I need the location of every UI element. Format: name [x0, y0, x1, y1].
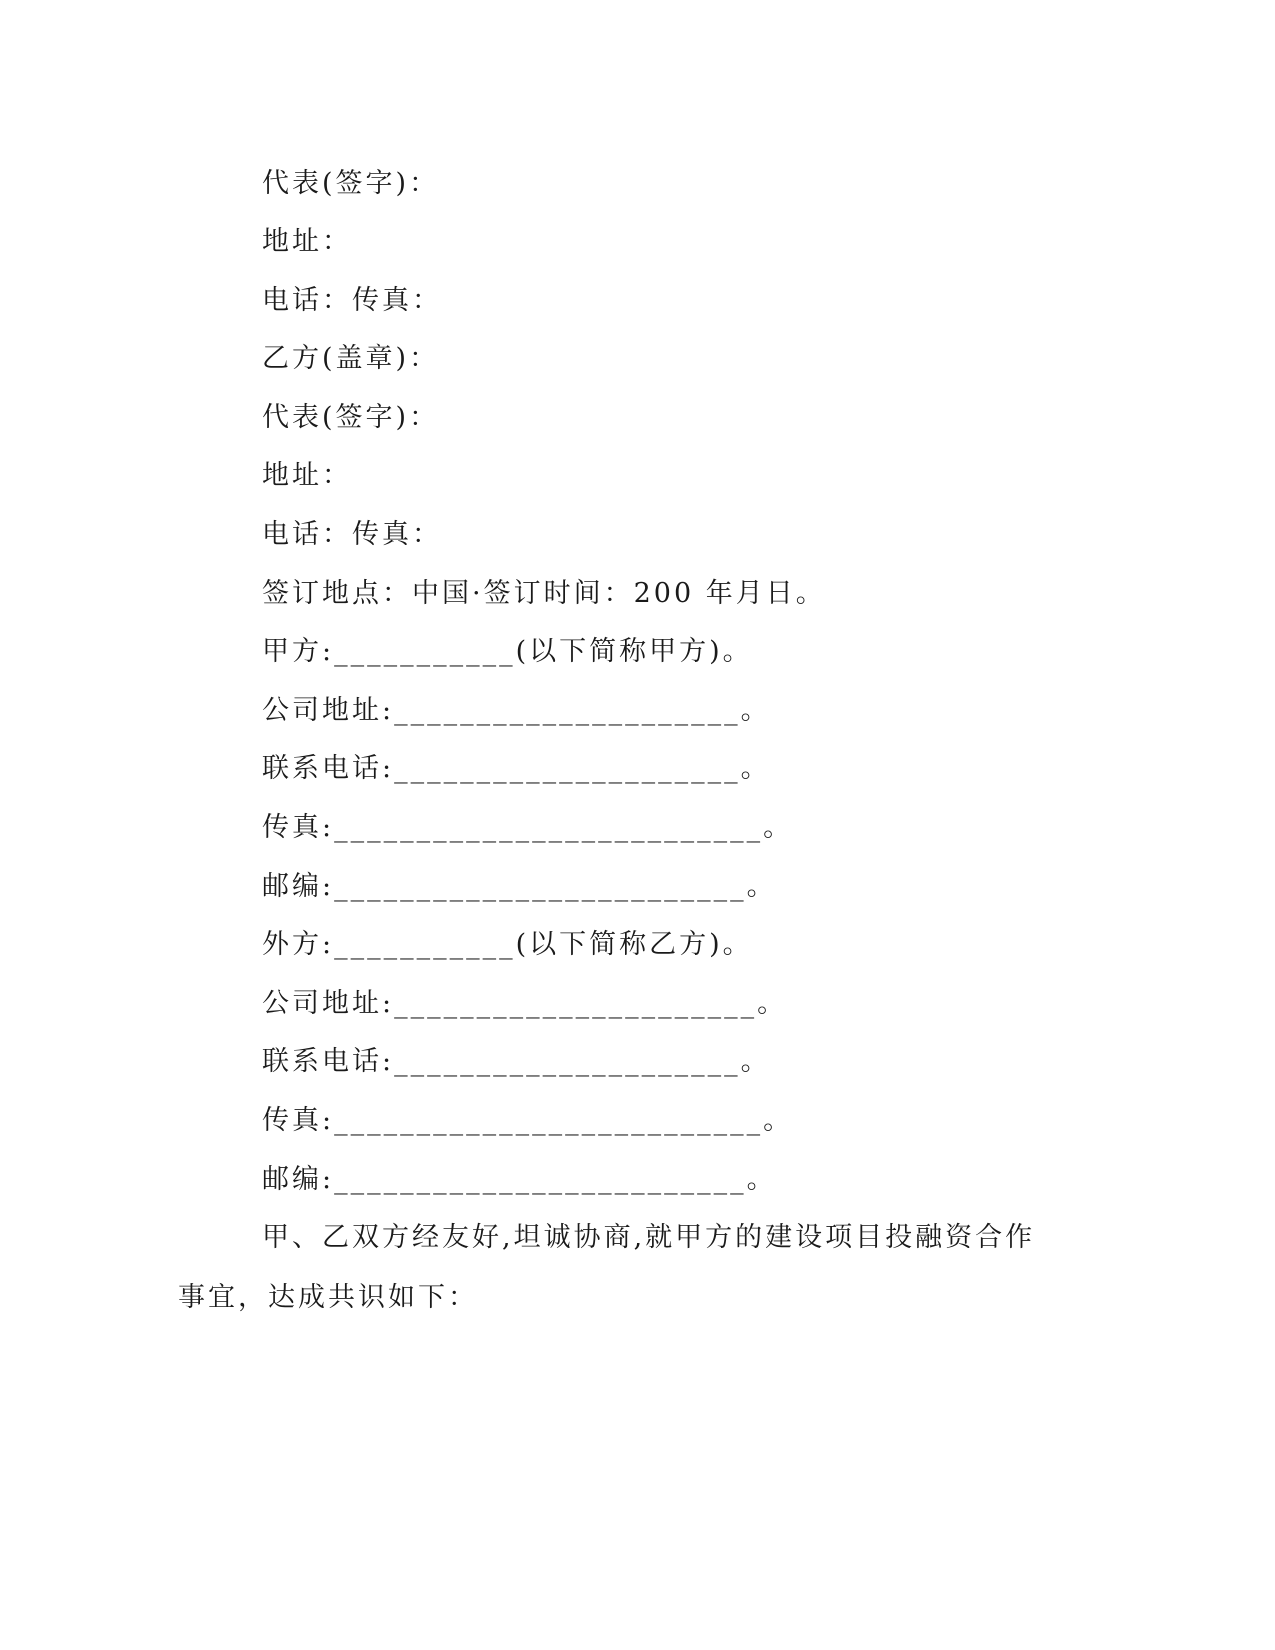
- party-a-name-line: 甲方:___________(以下简称甲方)。: [262, 636, 753, 667]
- party-b-contact-phone-line: 联系电话:_____________________。: [262, 1046, 771, 1077]
- agreement-intro-paragraph: 甲、乙双方经友好,坦诚协商,就甲方的建设项目投融资合作事宜，达成共识如下：: [178, 1222, 1036, 1313]
- signing-place-time-line: 签订地点：中国·签订时间：200 年月日。: [262, 578, 826, 609]
- party-b-seal-line: 乙方(盖章)：: [262, 343, 440, 374]
- party-a-company-address-line: 公司地址:_____________________。: [262, 695, 771, 726]
- foreign-party-name-line: 外方:___________(以下简称乙方)。: [262, 929, 753, 960]
- party-a-contact-phone-line: 联系电话:_____________________。: [262, 753, 771, 784]
- party-a-fax-line: 传真:__________________________。: [262, 812, 794, 843]
- party-b-fax-line: 传真:__________________________。: [262, 1105, 794, 1136]
- phone-fax-line-party-b: 电话：传真：: [262, 519, 442, 550]
- representative-signature-line-party-b: 代表(签字)：: [262, 402, 440, 433]
- party-b-company-address-line: 公司地址:______________________。: [262, 988, 788, 1019]
- address-line-party-a: 地址：: [262, 226, 352, 257]
- phone-fax-line-party-a: 电话：传真：: [262, 285, 442, 316]
- address-line-party-b: 地址：: [262, 460, 352, 491]
- party-b-postcode-line: 邮编:_________________________。: [262, 1164, 777, 1195]
- party-a-postcode-line: 邮编:_________________________。: [262, 871, 777, 902]
- representative-signature-line-party-a: 代表(签字)：: [262, 168, 440, 199]
